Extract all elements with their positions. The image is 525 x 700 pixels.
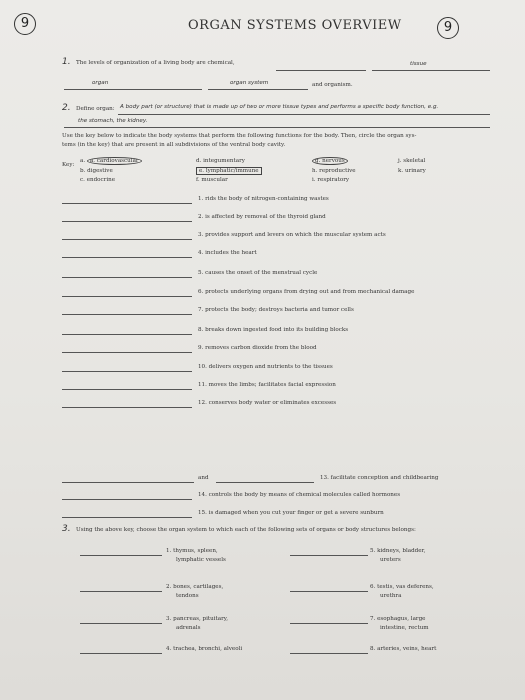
function-14-blank: [62, 499, 192, 500]
q3-left-4-blank: [80, 653, 162, 654]
function-7-blank: [62, 314, 192, 315]
q3-right-3-blank: [290, 623, 368, 624]
function-13-blank-2: [216, 482, 314, 483]
q2-prompt: Define organ:: [76, 106, 115, 112]
q1-number: 1.: [62, 57, 71, 67]
key-item-b: b. digestive: [80, 168, 113, 174]
q3-left-2-blank: [80, 591, 162, 592]
function-8-text: 8. breaks down ingested food into its building blocks: [198, 327, 349, 333]
q3-right-2-text-2: urethra: [380, 593, 402, 599]
function-5-blank: [62, 277, 192, 278]
function-3-text: 3. provides support and levers on which the muscular system acts: [198, 232, 386, 238]
q2-answer-line1: A body part (or structure) that is made up of two or more tissue types and performs a specific body function, e.g.: [120, 104, 439, 110]
q3-right-2-blank: [290, 591, 368, 592]
q3-right-1-text: 5. kidneys, bladder,: [370, 548, 426, 554]
function-15-text: 15. is damaged when you cut your finger or get a severe sunburn: [198, 510, 384, 516]
q3-left-1-blank: [80, 555, 162, 556]
q3-left-1-text: 1. thymus, spleen,: [166, 548, 218, 554]
function-2-text: 2. is affected by removal of the thyroid gland: [198, 214, 326, 220]
q1-answer-organ-system: organ system: [230, 80, 269, 86]
q3-number: 3.: [62, 524, 71, 534]
function-7-text: 7. protects the body; destroys bacteria and tumor cells: [198, 307, 354, 313]
q1-tail: and organism.: [312, 82, 353, 88]
function-8-blank: [62, 334, 192, 335]
function-10-text: 10. delivers oxygen and nutrients to the tissues: [198, 364, 333, 370]
q1-answer-organ: organ: [92, 80, 109, 86]
function-13-and: and: [198, 475, 209, 481]
q1-blank-4: [208, 89, 308, 90]
q3-left-3-blank: [80, 623, 162, 624]
key-label: Key:: [62, 162, 75, 168]
q3-right-3-text: 7. esophagus, large: [370, 616, 426, 622]
q3-left-2-text-2: tendons: [176, 593, 199, 599]
function-9-blank: [62, 352, 192, 353]
q3-right-4-blank: [290, 653, 368, 654]
q1-blank-3: [64, 89, 202, 90]
key-item-f: f. muscular: [196, 177, 228, 183]
key-item-e: e. lymphatic/immune: [196, 168, 262, 174]
q3-left-4-text: 4. trachea, bronchi, alveoli: [166, 646, 243, 652]
function-6-blank: [62, 296, 192, 297]
q3-left-3-text-2: adrenals: [176, 625, 201, 631]
page-title: ORGAN SYSTEMS OVERVIEW: [188, 18, 402, 33]
q3-right-1-blank: [290, 555, 368, 556]
q2-blank-2: [64, 127, 490, 128]
key-item-g: g. nervous: [312, 158, 348, 164]
key-item-j: j. skeletal: [398, 158, 426, 164]
key-item-d: d. integumentary: [196, 158, 245, 164]
function-15-blank: [62, 517, 192, 518]
function-10-blank: [62, 371, 192, 372]
key-item-c: c. endocrine: [80, 177, 116, 183]
q1-blank-2: [372, 70, 490, 71]
function-12-text: 12. conserves body water or eliminates excesses: [198, 400, 337, 406]
q3-prompt: Using the above key, choose the organ system to which each of the following sets of organs or body structures belongs:: [76, 527, 416, 533]
q2-blank-1: [118, 114, 490, 115]
instructions-line1: Use the key below to indicate the body systems that perform the following functions for the body. Then, circle the organ sys-: [62, 133, 417, 139]
q3-left-1-text-2: lymphatic vessels: [176, 557, 226, 563]
function-11-blank: [62, 389, 192, 390]
q3-left-3-text: 3. pancreas, pituitary,: [166, 616, 228, 622]
function-12-blank: [62, 407, 192, 408]
function-1-text: 1. rids the body of nitrogen-containing wastes: [198, 196, 329, 202]
function-13-text: 13. facilitate conception and childbearing: [320, 475, 439, 481]
key-item-a: a. a. cardiovascular: [80, 158, 142, 164]
function-2-blank: [62, 221, 192, 222]
q2-number: 2.: [62, 103, 71, 113]
function-6-text: 6. protects underlying organs from drying out and from mechanical damage: [198, 289, 415, 295]
function-14-text: 14. controls the body by means of chemical molecules called hormones: [198, 492, 401, 498]
q1-blank-1: [276, 70, 366, 71]
q3-right-2-text: 6. testis, vas deferens,: [370, 584, 434, 590]
function-13-blank: [62, 482, 194, 483]
q3-right-4-text: 8. arteries, veins, heart: [370, 646, 437, 652]
q3-left-2-text: 2. bones, cartilages,: [166, 584, 224, 590]
page-number-right: 9: [437, 17, 459, 39]
function-1-blank: [62, 203, 192, 204]
q1-prompt: The levels of organization of a living body are chemical,: [76, 60, 235, 66]
key-item-h: h. reproductive: [312, 168, 356, 174]
function-4-text: 4. includes the heart: [198, 250, 257, 256]
page-number-left: 9: [14, 13, 36, 35]
q2-answer-line2: the stomach, the kidney.: [78, 118, 148, 124]
function-11-text: 11. moves the limbs; facilitates facial expression: [198, 382, 336, 388]
q1-answer-tissue: tissue: [410, 61, 427, 67]
function-4-blank: [62, 257, 192, 258]
instructions-line2: tems (in the key) that are present in all subdivisions of the ventral body cavity.: [62, 142, 286, 148]
q3-right-1-text-2: ureters: [380, 557, 401, 563]
q3-right-3-text-2: intestine, rectum: [380, 625, 429, 631]
function-9-text: 9. removes carbon dioxide from the blood: [198, 345, 317, 351]
function-3-blank: [62, 239, 192, 240]
key-item-k: k. urinary: [398, 168, 426, 174]
function-5-text: 5. causes the onset of the menstrual cycle: [198, 270, 318, 276]
key-item-i: i. respiratory: [312, 177, 350, 183]
